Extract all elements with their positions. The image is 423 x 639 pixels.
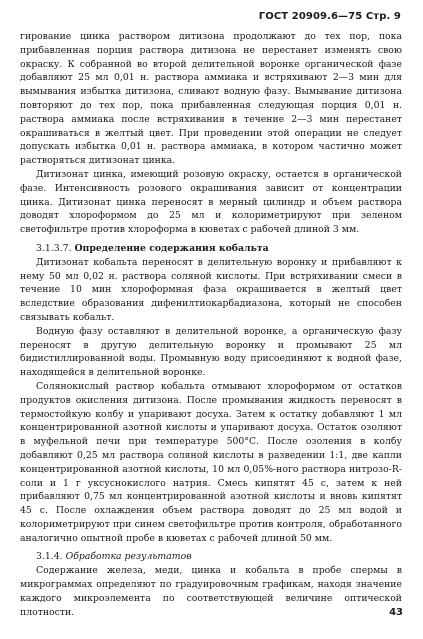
- paragraph: гирование цинка раствором дитизона продолжают до тех пор, пока прибавленная порция раствора дитизона не перестанет изменять свою окраску. К собранной во второй делительной воронке органической фазе добавляют 25 мл 0,01 н. раствора аммиака и встряхивают 2—3 мин для вымывания избытка дитизона, сливают водную фазу. Вымывание дитизона повторяют до тех пор, пока прибавленная следующая порция 0,01 н. раствора аммиака после встряхивания в течение 2—3 мин перестанет окрашиваться в желтый цвет. При проведении этой операции не следует допускать избытка 0,01 н. раствора аммиака, в котором частично может растворяться дитизонат цинка.: [20, 31, 402, 167]
- section-number: 3.1.3.7.: [36, 242, 72, 254]
- paragraph: Дитизонат кобальта переносят в делительную воронку и прибавляют к нему 50 мл 0,02 н. раствора соляной кислоты. При встряхивании смеси в течение 10 мин хлороформная фаза окрашивается в желтый цвет вследствие образования дифенилтиокарбадиазона, который не способен связывать кобальт.: [20, 256, 402, 323]
- section-number: 3.1.4.: [36, 551, 63, 563]
- section-heading-cobalt: [20, 242, 402, 256]
- page-header: ГОСТ 20909.6—75 Стр. 9: [258, 11, 401, 22]
- page-number: 43: [389, 607, 403, 618]
- paragraph: Солянокислый раствор кобальта отмывают хлороформом от остатков продуктов окисления дитизона. После промывания жидкость переносят в термостойкую колбу и упаривают досуха. Затем к остатку добавляют 1 мл концентрированной азотной кислоты и упаривают досуха. Остаток озоляют в муфельной печи при температуре 500°С. После озоления в колбу добавляют 0,25 мл раствора соляной кислоты в разведении 1:1, две капли концентрированной азотной кислоты, 10 мл 0,05%-ного раствора нитрозо-R-соли и 1 г уксуснокислого натрия. Смесь кипятят 45 с, затем к ней прибавляют 0,75 мл концентрированной азотной кислоты и вновь кипятят 45 с. После охлаждения объем раствора доводят до 25 мл водой и колориметрируют при синем светофильтре против контроля, обработанного аналогично опытной пробе в кюветах с рабочей длиной 50 мм.: [20, 380, 402, 544]
- section-title: Обработка результатов: [65, 551, 192, 563]
- section-heading-results: [20, 550, 402, 564]
- paragraph: Содержание железа, меди, цинка и кобальта в пробе спермы в микрограммах определяют по градуировочным графикам, находя значение каждого микроэлемента по соответствующей величине оптической плотности.: [20, 565, 402, 618]
- paragraph: Водную фазу оставляют в делительной воронке, а органическую фазу переносят в другую делительную воронку и промывают 25 мл бидистиллированной воды. Промывную воду присоединяют к водной фазе, находящейся в делительной воронке.: [20, 325, 402, 379]
- paragraph: Дитизонат цинка, имеющий розовую окраску, остается в органической фазе. Интенсивность розового окрашивания зависит от концентрации цинка. Дитизонат цинка переносят в мерный цилиндр и объем раствора доводят хлороформом до 25 мл и колориметрируют при зеленом светофильтре против хлороформа в кюветах с рабочей длиной 3 мм.: [20, 168, 402, 236]
- document-body: [20, 30, 402, 619]
- section-title: Определение содержания кобальта: [74, 242, 269, 254]
